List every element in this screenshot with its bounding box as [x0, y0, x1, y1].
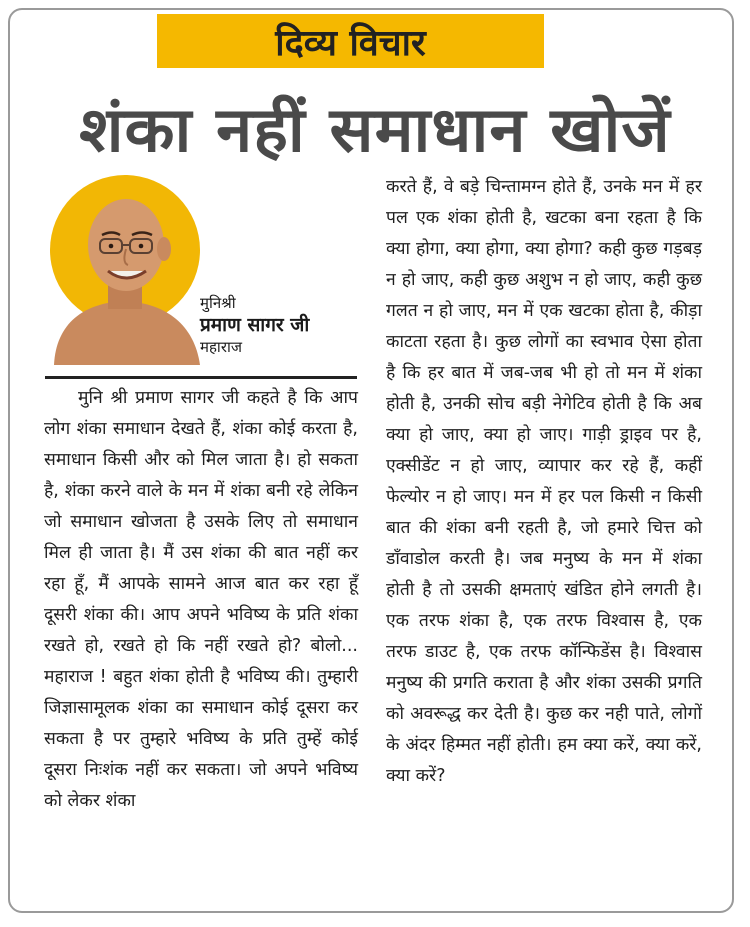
author-photo — [44, 175, 204, 365]
byline — [200, 292, 309, 358]
section-banner — [157, 14, 544, 68]
headline: शंका नहीं समाधान खोजें — [79, 93, 671, 166]
byline-title: महाराज — [200, 338, 242, 356]
section-banner-label: दिव्य विचार — [275, 22, 426, 64]
monk-portrait-icon — [44, 183, 204, 365]
byline-name: प्रमाण सागर जी — [200, 314, 310, 336]
byline-role: मुनिश्री — [200, 294, 236, 312]
article-column-left: मुनि श्री प्रमाण सागर जी कहते है कि आप लोग शंका समाधान देखते हैं, शंका कोई करता है, समाधान किसी और को मिल जाता है। हो सकता है, शंका करने वाले के मन में शंका बनी रहे लेकिन जो समाधान खोजता है उसके लिए तो समाधान मिल ही जाता है। मैं उस शंका की बात नहीं कर रहा हूँ, मैं आपके सामने आज बात कर रहा हूँ दूसरी शंका की। आप अपने भविष्य के प्रति शंका रखते हो, रखते हो कि नहीं रखते हो? बोलो... महाराज ! बहुत शंका होती है भविष्य की। तुम्हारी जिज्ञासामूलक शंका का समाधान कोई दूसरा कर सकता है पर तुम्हारे भविष्य के प्रति तुम्हें कोई दूसरा निःशंक नहीं कर सकता। जो अपने भविष्य को लेकर शंका — [44, 388, 358, 811]
byline-divider — [45, 376, 357, 379]
article-column-right: करते हैं, वे बड़े चिन्तामग्न होते हैं, उनके मन में हर पल एक शंका होती है, खटका बना रहता है कि क्या होगा, क्या होगा, क्या होगा? कही कुछ गड़बड़ न हो जाए, कही कुछ अशुभ न हो जाए, कही कुछ गलत न हो जाए, मन में एक खटका होता है, कीड़ा काटता रहता है। कुछ लोगों का स्वभाव ऐसा होता है कि हर बात में जब-जब भी हो तो मन में शंका होती है, उनकी सोच बड़ी नेगेटिव होती है कि अब क्या हो जाए, क्या हो जाए। गाड़ी ड्राइव पर है, एक्सीडेंट न हो जाए, व्यापार कर रहे हैं, कहीं फेल्योर न हो जाए। मन में हर पल किसी न किसी बात की शंका बनी रहती है, जो हमारे चित्त को डाँवाडोल करती है। जब मनुष्य के मन में शंका होती है तो उसकी क्षमताएं खंडित होने लगती है। एक तरफ शंका है, एक तरफ विश्वास है, एक तरफ डाउट है, एक तरफ कॉन्फिडेंस है। विश्वास मनुष्य की प्रगति कराता है और शंका उसकी प्रगति को अवरूद्ध कर देती है। कुछ कर नही पाते, लोगों के अंदर हिम्मत नहीं होती। हम क्या करें, क्या करें, क्या करें? — [386, 177, 702, 786]
